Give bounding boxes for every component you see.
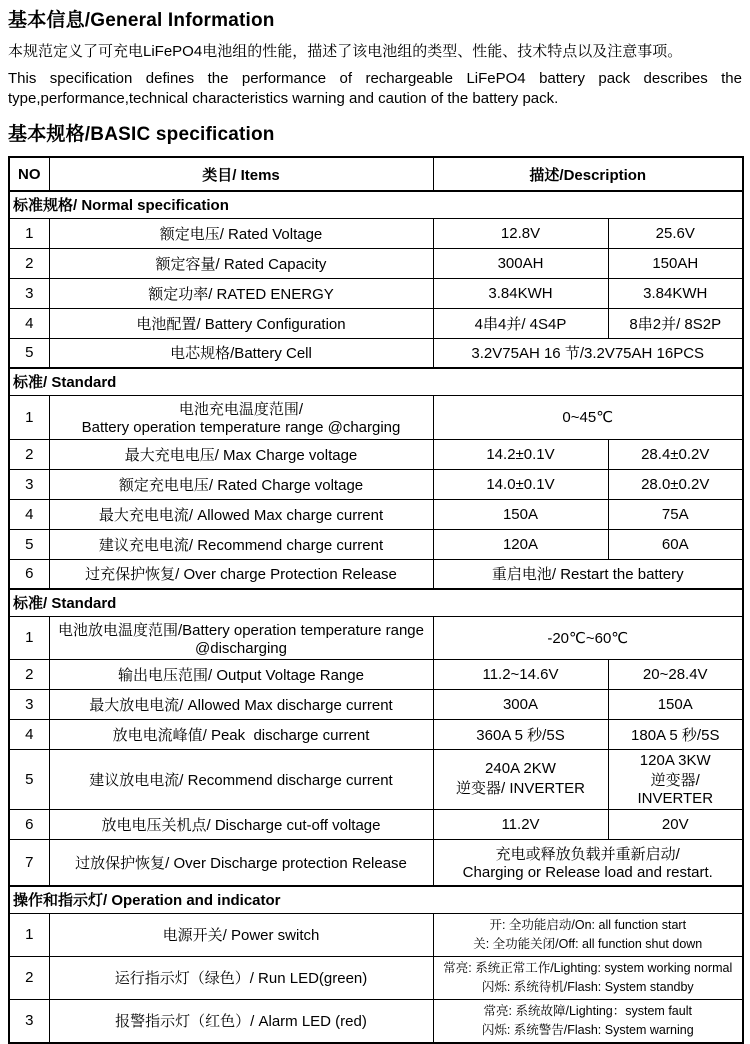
cell-value-24v: 20~28.4V [608, 659, 743, 689]
table-row [9, 839, 743, 886]
cell-value-12v: 360A 5 秒/5S [433, 719, 608, 749]
cell-value-span: 3.2V75AH 16 节/3.2V75AH 16PCS [433, 338, 743, 368]
cell-value-line: 240A 2KW [485, 760, 556, 777]
cell-no: 5 [9, 749, 49, 809]
cell-item: 建议放电电流/ Recommend discharge current [49, 749, 433, 809]
table-row [9, 616, 743, 659]
table-row [9, 689, 743, 719]
cell-value-12v: 150A [433, 499, 608, 529]
cell-value-line: 逆变器/ INVERTER [637, 771, 714, 807]
section-header-row [9, 886, 743, 913]
cell-value-24v: 150AH [608, 248, 743, 278]
cell-no: 2 [9, 439, 49, 469]
cell-item: 电芯规格/Battery Cell [49, 338, 433, 368]
cell-description-line: 闪烁: 系统待机/Flash: System standby [481, 979, 694, 994]
intro-paragraph-english: This specification defines the performance of rechargeable LiFePO4 battery pack describes the type,performance,technical characteristics warning and caution of the battery pack. [8, 70, 742, 107]
cell-value-24v: 28.4±0.2V [608, 439, 743, 469]
cell-value-24v: 3.84KWH [608, 278, 743, 308]
cell-no: 3 [9, 999, 49, 1043]
table-row [9, 499, 743, 529]
cell-value-12v [433, 749, 608, 809]
table-row [9, 956, 743, 999]
cell-value-12v: 14.2±0.1V [433, 439, 608, 469]
cell-value-line: 充电或释放负载并重新启动/ [495, 846, 680, 864]
cell-value-12v: 11.2~14.6V [433, 659, 608, 689]
header-no: NO [9, 157, 49, 191]
cell-no: 4 [9, 719, 49, 749]
cell-description [433, 913, 743, 956]
basic-specification-title: 基本规格/BASIC specification [8, 124, 275, 145]
cell-no: 1 [9, 913, 49, 956]
table-row [9, 248, 743, 278]
cell-value-12v: 4串4并/ 4S4P [433, 308, 608, 338]
cell-item: 运行指示灯（绿色）/ Run LED(green) [49, 956, 433, 999]
section-header-row [9, 191, 743, 218]
section-header-row [9, 368, 743, 395]
section-header-row [9, 589, 743, 616]
table-row [9, 659, 743, 689]
table-row [9, 278, 743, 308]
cell-no: 6 [9, 559, 49, 589]
section-title: 标准/ Standard [9, 589, 743, 616]
cell-value-24v [608, 749, 743, 809]
cell-value-24v: 180A 5 秒/5S [608, 719, 743, 749]
cell-item: 额定充电电压/ Rated Charge voltage [49, 469, 433, 499]
cell-item: 最大充电电压/ Max Charge voltage [49, 439, 433, 469]
cell-value-12v: 300A [433, 689, 608, 719]
table-row [9, 395, 743, 439]
table-row [9, 308, 743, 338]
table-row [9, 338, 743, 368]
cell-no: 4 [9, 499, 49, 529]
cell-value-12v: 12.8V [433, 218, 608, 248]
cell-description [433, 999, 743, 1043]
cell-description-line: 开: 全功能启动/On: all function start [489, 917, 687, 932]
cell-item: 最大充电电流/ Allowed Max charge current [49, 499, 433, 529]
cell-no: 3 [9, 278, 49, 308]
cell-value-12v: 3.84KWH [433, 278, 608, 308]
cell-item-line: 电池充电温度范围/ [178, 401, 304, 418]
specification-table [8, 156, 744, 1044]
cell-item: 输出电压范围/ Output Voltage Range [49, 659, 433, 689]
cell-value-12v: 300AH [433, 248, 608, 278]
cell-item: 报警指示灯（红色）/ Alarm LED (red) [49, 999, 433, 1043]
cell-value-12v: 11.2V [433, 809, 608, 839]
cell-item: 电池放电温度范围/Battery operation temperature range @discharging [49, 616, 433, 659]
table-row [9, 469, 743, 499]
cell-item: 额定容量/ Rated Capacity [49, 248, 433, 278]
table-row [9, 559, 743, 589]
cell-no: 2 [9, 659, 49, 689]
cell-no: 2 [9, 956, 49, 999]
cell-no: 3 [9, 469, 49, 499]
cell-description-line: 常亮: 系统正常工作/Lighting: system working normal [443, 960, 733, 975]
table-row [9, 439, 743, 469]
cell-item: 建议充电电流/ Recommend charge current [49, 529, 433, 559]
cell-no: 5 [9, 338, 49, 368]
cell-item: 放电电流峰值/ Peak discharge current [49, 719, 433, 749]
cell-value-12v: 14.0±0.1V [433, 469, 608, 499]
table-row [9, 809, 743, 839]
intro-paragraph-chinese: 本规范定义了可充电LiFePO4电池组的性能，描述了该电池组的类型、性能、技术特点以及注意事项。 [8, 43, 683, 60]
cell-item-line: Battery operation temperature range @charging [81, 419, 401, 436]
cell-value-12v: 120A [433, 529, 608, 559]
section-title: 操作和指示灯/ Operation and indicator [9, 886, 743, 913]
cell-no: 3 [9, 689, 49, 719]
table-row [9, 749, 743, 809]
cell-item: 电池配置/ Battery Configuration [49, 308, 433, 338]
cell-no: 1 [9, 218, 49, 248]
section-title: 标准/ Standard [9, 368, 743, 395]
cell-item: 最大放电电流/ Allowed Max discharge current [49, 689, 433, 719]
cell-value-span [433, 839, 743, 886]
cell-description-line: 关: 全功能关闭/Off: all function shut down [473, 936, 703, 951]
cell-item: 放电电压关机点/ Discharge cut-off voltage [49, 809, 433, 839]
cell-value-24v: 20V [608, 809, 743, 839]
header-description: 描述/Description [433, 157, 743, 191]
cell-value-24v: 28.0±0.2V [608, 469, 743, 499]
cell-item: 电源开关/ Power switch [49, 913, 433, 956]
cell-value-24v: 8串2并/ 8S2P [608, 308, 743, 338]
cell-value-24v: 75A [608, 499, 743, 529]
cell-item: 额定功率/ RATED ENERGY [49, 278, 433, 308]
cell-value-line: Charging or Release load and restart. [462, 864, 713, 882]
cell-item: 额定电压/ Rated Voltage [49, 218, 433, 248]
cell-description-line: 闪烁: 系统警告/Flash: System warning [481, 1022, 694, 1037]
table-row [9, 913, 743, 956]
cell-item: 过充保护恢复/ Over charge Protection Release [49, 559, 433, 589]
table-row [9, 529, 743, 559]
cell-item [49, 395, 433, 439]
cell-value-span: 0~45℃ [433, 395, 743, 439]
table-row [9, 999, 743, 1043]
cell-no: 4 [9, 308, 49, 338]
cell-no: 5 [9, 529, 49, 559]
cell-value-span: 重启电池/ Restart the battery [433, 559, 743, 589]
cell-no: 1 [9, 616, 49, 659]
cell-value-span: -20℃~60℃ [433, 616, 743, 659]
cell-value-line: 120A 3KW [639, 751, 711, 769]
cell-value-24v: 25.6V [608, 218, 743, 248]
cell-description [433, 956, 743, 999]
cell-no: 2 [9, 248, 49, 278]
section-title: 标准规格/ Normal specification [9, 191, 743, 218]
table-header-row [9, 157, 743, 191]
cell-value-24v: 150A [608, 689, 743, 719]
cell-no: 6 [9, 809, 49, 839]
cell-no: 1 [9, 395, 49, 439]
general-information-title: 基本信息/General Information [8, 10, 275, 31]
cell-value-24v: 60A [608, 529, 743, 559]
cell-description-line: 常亮: 系统故障/Lighting：system fault [483, 1003, 692, 1018]
cell-no: 7 [9, 839, 49, 886]
table-row [9, 218, 743, 248]
cell-item: 过放保护恢复/ Over Discharge protection Release [49, 839, 433, 886]
table-row [9, 719, 743, 749]
header-items: 类目/ Items [49, 157, 433, 191]
cell-value-line: 逆变器/ INVERTER [456, 780, 585, 797]
